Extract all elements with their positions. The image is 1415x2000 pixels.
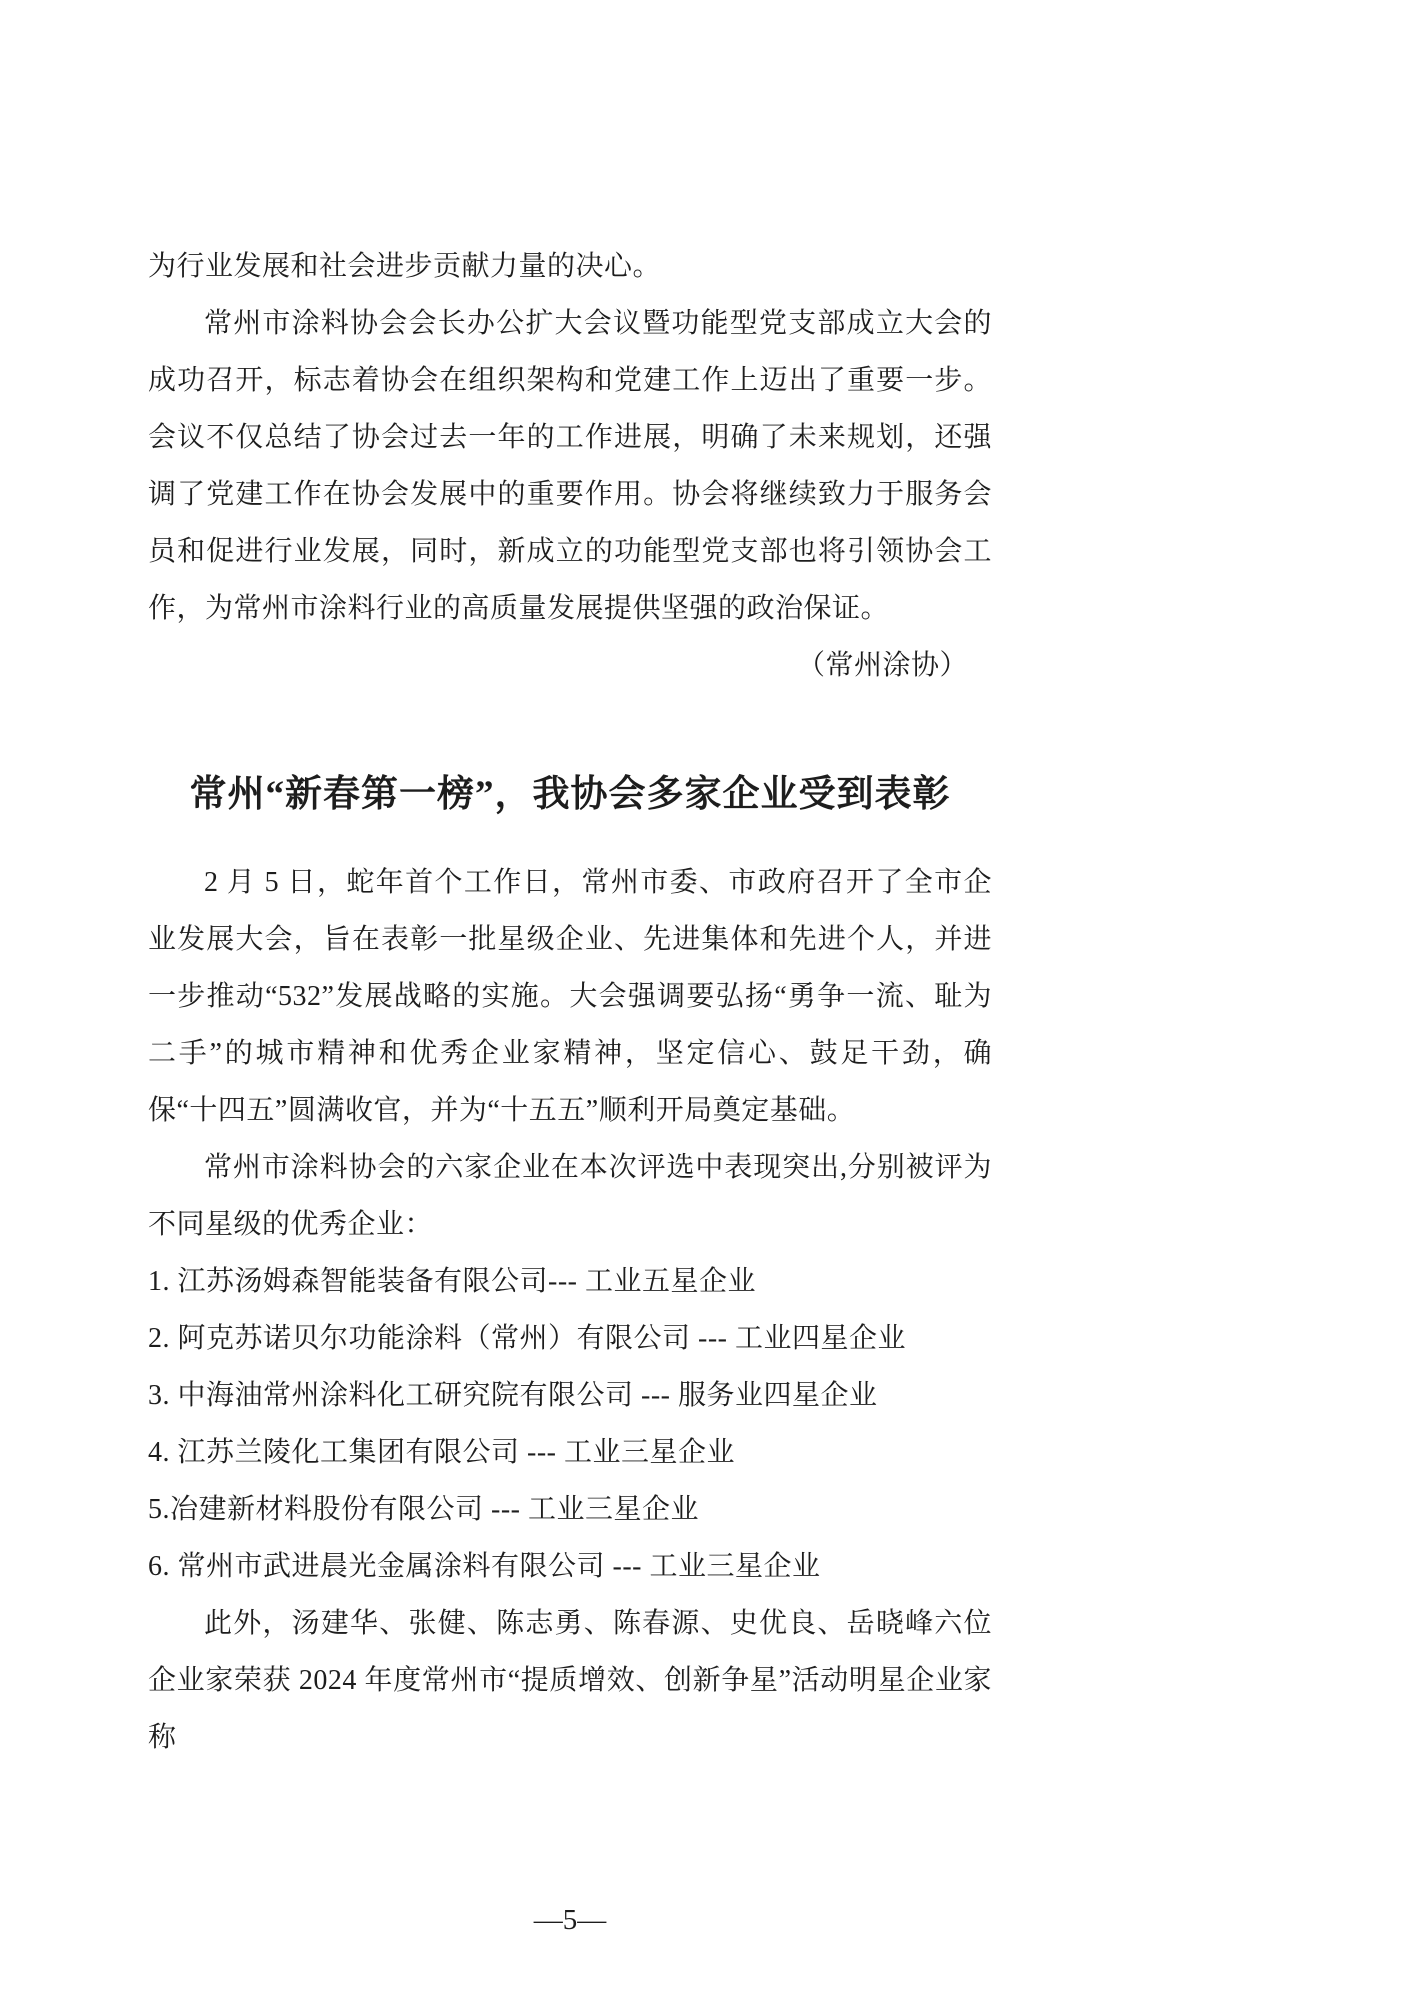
award-list-item-4: 4. 江苏兰陵化工集团有限公司 --- 工业三星企业	[148, 1437, 735, 1468]
section1-byline: （常州涂协）	[796, 650, 968, 681]
section2-title: 常州“新春第一榜”，我协会多家企业受到表彰	[189, 774, 951, 815]
page-content	[148, 238, 992, 1766]
section1-paragraph: 常州市涂料协会会长办公扩大会议暨功能型党支部成立大会的成功召开，标志着协会在组织架构和党建工作上迈出了重要一步。会议不仅总结了协会过去一年的工作进展，明确了未来规划，还强调了党建工作在协会发展中的重要作用。协会将继续致力于服务会员和促进行业发展，同时，新成立的功能型党支部也将引领协会工作，为常州市涂料行业的高质量发展提供坚强的政治保证。	[148, 308, 992, 624]
page-number: —5—	[533, 1904, 607, 1936]
award-list-item-3: 3. 中海油常州涂料化工研究院有限公司 --- 服务业四星企业	[148, 1380, 878, 1411]
award-list-item-1: 1. 江苏汤姆森智能装备有限公司--- 工业五星企业	[148, 1266, 756, 1297]
section2-paragraph-1: 2 月 5 日，蛇年首个工作日，常州市委、市政府召开了全市企业发展大会，旨在表彰一批星级企业、先进集体和先进个人，并进一步推动“532”发展战略的实施。大会强调要弘扬“勇争一流、耻为二手”的城市精神和优秀企业家精神，坚定信心、鼓足干劲，确保“十四五”圆满收官，并为“十五五”顺利开局奠定基础。	[148, 867, 992, 1126]
section2-paragraph-2: 常州市涂料协会的六家企业在本次评选中表现突出,分别被评为不同星级的优秀企业：	[148, 1152, 992, 1240]
section2-paragraph-3: 此外，汤建华、张健、陈志勇、陈春源、史优良、岳晓峰六位企业家荣获 2024 年度常州市“提质增效、创新争星”活动明星企业家称	[148, 1608, 992, 1753]
award-list-item-5: 5.冶建新材料股份有限公司 --- 工业三星企业	[148, 1494, 699, 1525]
award-list-item-6: 6. 常州市武进晨光金属涂料有限公司 --- 工业三星企业	[148, 1551, 821, 1582]
award-list-item-2: 2. 阿克苏诺贝尔功能涂料（常州）有限公司 --- 工业四星企业	[148, 1323, 906, 1354]
section1-continuation-line: 为行业发展和社会进步贡献力量的决心。	[148, 251, 662, 282]
